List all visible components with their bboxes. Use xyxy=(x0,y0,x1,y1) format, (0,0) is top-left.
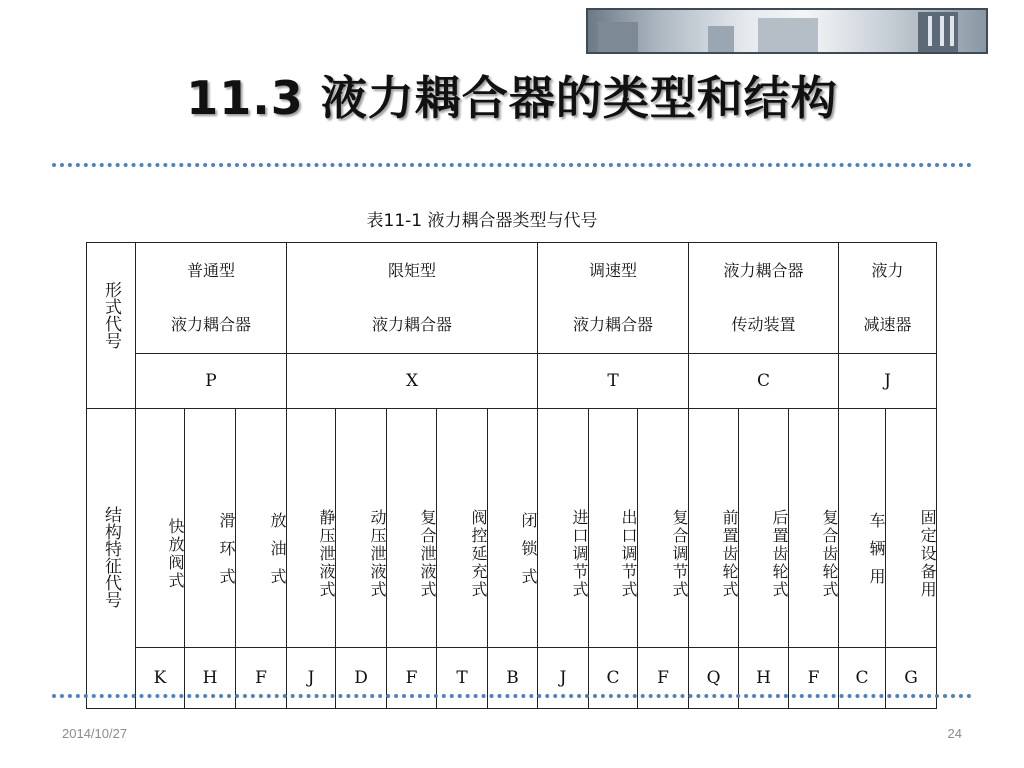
type-code-cell: C xyxy=(689,354,839,409)
type-cell: 普通型 液力耦合器 xyxy=(136,243,287,354)
type-cell: 液力耦合器 传动装置 xyxy=(689,243,839,354)
feature-name-cell: 固定设备用 xyxy=(886,409,937,648)
feature-code-cell: D xyxy=(336,648,387,709)
feature-code-cell: F xyxy=(789,648,839,709)
bottom-divider xyxy=(52,694,972,698)
struct-code-header: 结构特征代号 xyxy=(87,409,136,709)
feature-name-cell: 复合齿轮式 xyxy=(789,409,839,648)
feature-code-cell: J xyxy=(538,648,589,709)
type-name-row xyxy=(87,243,937,354)
type-cell: 调速型 液力耦合器 xyxy=(538,243,689,354)
feature-name-cell: 前置齿轮式 xyxy=(689,409,739,648)
type-cell: 限矩型 液力耦合器 xyxy=(287,243,538,354)
feature-name-cell: 进口调节式 xyxy=(538,409,589,648)
top-divider xyxy=(52,163,972,167)
feature-code-cell: J xyxy=(287,648,336,709)
feature-code-cell: F xyxy=(387,648,437,709)
feature-code-cell: H xyxy=(739,648,789,709)
feature-code-cell: F xyxy=(638,648,689,709)
footer-date: 2014/10/27 xyxy=(62,726,128,741)
feature-name-cell: 后置齿轮式 xyxy=(739,409,789,648)
feature-code-cell: C xyxy=(839,648,886,709)
feature-name-cell: 放油式 xyxy=(236,409,287,648)
feature-name-cell: 复合调节式 xyxy=(638,409,689,648)
table-caption: 表11-1 液力耦合器类型与代号 xyxy=(366,211,598,231)
feature-code-cell: Q xyxy=(689,648,739,709)
type-code-row xyxy=(87,354,937,409)
feature-code-row xyxy=(87,648,937,709)
feature-name-cell: 车辆用 xyxy=(839,409,886,648)
header-building-image xyxy=(586,8,988,54)
feature-name-row xyxy=(87,409,937,648)
feature-name-cell: 复合泄液式 xyxy=(387,409,437,648)
feature-name-cell: 出口调节式 xyxy=(589,409,638,648)
coupler-type-table xyxy=(86,242,937,709)
type-code-cell: X xyxy=(287,354,538,409)
form-code-header: 形式代号 xyxy=(87,243,136,409)
feature-code-cell: G xyxy=(886,648,937,709)
type-code-cell: P xyxy=(136,354,287,409)
feature-code-cell: B xyxy=(488,648,538,709)
feature-name-cell: 动压泄液式 xyxy=(336,409,387,648)
type-cell: 液力 减速器 xyxy=(839,243,937,354)
feature-name-cell: 快放阀式 xyxy=(136,409,185,648)
feature-code-cell: T xyxy=(437,648,488,709)
type-code-cell: J xyxy=(839,354,937,409)
feature-code-cell: H xyxy=(185,648,236,709)
feature-name-cell: 闭锁式 xyxy=(488,409,538,648)
feature-name-cell: 静压泄液式 xyxy=(287,409,336,648)
slide-title: 11.3 液力耦合器的类型和结构 xyxy=(186,71,838,125)
feature-code-cell: K xyxy=(136,648,185,709)
feature-code-cell: C xyxy=(589,648,638,709)
type-code-cell: T xyxy=(538,354,689,409)
feature-name-cell: 滑环式 xyxy=(185,409,236,648)
feature-name-cell: 阀控延充式 xyxy=(437,409,488,648)
page-number: 24 xyxy=(947,726,962,741)
feature-code-cell: F xyxy=(236,648,287,709)
